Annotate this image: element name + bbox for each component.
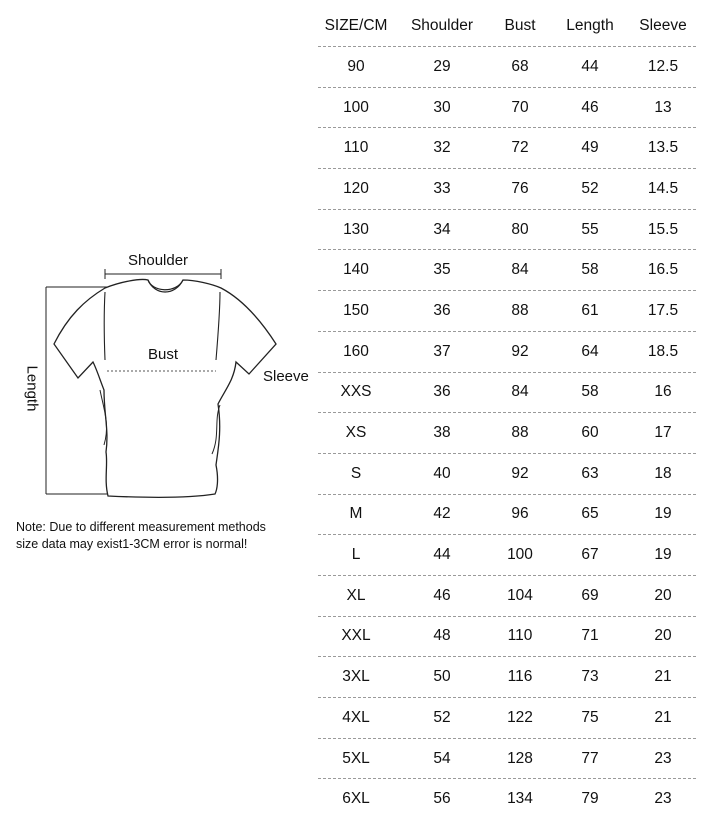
table-row	[318, 373, 696, 414]
table-cell: 56	[433, 790, 451, 808]
table-cell: 134	[507, 790, 533, 808]
table-cell: 20	[654, 586, 672, 604]
table-cell: 16.5	[647, 261, 679, 279]
table-cell: 90	[347, 57, 365, 75]
table-cell: 21	[654, 708, 672, 726]
table-cell: 14.5	[647, 179, 679, 197]
column-header-bust: Bust	[504, 17, 536, 34]
table-cell: 160	[343, 342, 369, 360]
table-cell: 30	[433, 98, 451, 116]
table-cell: 36	[433, 383, 451, 401]
table-row	[318, 535, 696, 576]
table-row	[318, 779, 696, 819]
table-cell: 122	[507, 708, 533, 726]
bust-label: Bust	[148, 346, 179, 363]
table-cell: 104	[507, 586, 533, 604]
table-cell: 46	[581, 98, 599, 116]
table-cell: 19	[654, 505, 672, 523]
table-cell: 96	[511, 505, 529, 523]
shoulder-label: Shoulder	[128, 252, 189, 269]
table-cell: 52	[581, 179, 599, 197]
table-cell: 20	[654, 627, 672, 645]
table-cell: 23	[654, 749, 672, 767]
note-line: size data may exist1-3CM error is normal!	[16, 537, 248, 551]
table-cell: 3XL	[342, 668, 370, 686]
table-cell: 36	[433, 301, 451, 319]
table-row	[318, 169, 696, 210]
column-header-size: SIZE/CM	[324, 17, 388, 34]
size-chart-table	[318, 6, 696, 819]
table-cell: 88	[511, 301, 529, 319]
table-cell: 67	[581, 546, 599, 564]
table-cell: 75	[581, 708, 599, 726]
table-cell: 34	[433, 220, 451, 238]
table-cell: 61	[581, 301, 599, 319]
table-row	[318, 576, 696, 617]
table-cell: 4XL	[342, 708, 370, 726]
table-cell: 38	[433, 424, 451, 442]
table-row	[318, 413, 696, 454]
table-cell: 32	[433, 139, 451, 157]
table-cell: 5XL	[342, 749, 370, 767]
table-cell: 17	[654, 424, 672, 442]
table-row	[318, 128, 696, 169]
table-cell: L	[351, 546, 361, 564]
table-cell: 70	[511, 98, 529, 116]
table-cell: 92	[511, 464, 529, 482]
table-row	[318, 657, 696, 698]
table-cell: 77	[581, 749, 599, 767]
table-cell: 40	[433, 464, 451, 482]
table-cell: 52	[433, 708, 451, 726]
table-cell: 92	[511, 342, 529, 360]
table-row	[318, 698, 696, 739]
table-cell: 18.5	[647, 342, 679, 360]
table-cell: 16	[654, 383, 672, 401]
table-cell: M	[349, 505, 363, 523]
table-cell: 76	[511, 179, 529, 197]
table-row	[318, 739, 696, 780]
table-cell: 140	[343, 261, 369, 279]
table-row	[318, 495, 696, 536]
table-cell: 44	[581, 57, 599, 75]
table-cell: 48	[433, 627, 451, 645]
table-cell: 73	[581, 668, 599, 686]
table-cell: 29	[433, 57, 451, 75]
table-cell: 6XL	[342, 790, 370, 808]
length-label: Length	[23, 365, 41, 412]
table-cell: 84	[511, 383, 529, 401]
table-cell: 150	[343, 301, 369, 319]
table-cell: 68	[511, 57, 529, 75]
table-cell: XXL	[341, 627, 371, 645]
table-cell: 60	[581, 424, 599, 442]
table-cell: 17.5	[647, 301, 679, 319]
table-cell: 13.5	[647, 139, 679, 157]
table-row	[318, 47, 696, 88]
table-cell: 49	[581, 139, 599, 157]
table-cell: 58	[581, 383, 599, 401]
table-cell: 64	[581, 342, 599, 360]
table-cell: 42	[433, 505, 451, 523]
column-header-sleeve: Sleeve	[639, 17, 687, 34]
table-row	[318, 332, 696, 373]
table-header-row	[318, 6, 696, 47]
table-cell: 12.5	[647, 57, 679, 75]
table-cell: 72	[511, 139, 529, 157]
table-cell: 110	[507, 627, 533, 645]
table-cell: 18	[654, 464, 672, 482]
table-cell: 80	[511, 220, 529, 238]
table-cell: 69	[581, 586, 599, 604]
table-row	[318, 88, 696, 129]
table-cell: 44	[433, 546, 451, 564]
table-cell: 15.5	[647, 220, 679, 238]
table-row	[318, 250, 696, 291]
table-cell: 35	[433, 261, 451, 279]
table-cell: 58	[581, 261, 599, 279]
table-cell: S	[350, 464, 362, 482]
table-cell: 55	[581, 220, 599, 238]
table-cell: 100	[507, 546, 533, 564]
table-body	[318, 47, 696, 819]
table-cell: 54	[433, 749, 451, 767]
table-cell: XXS	[340, 383, 372, 401]
tshirt-measurement-diagram	[0, 240, 320, 510]
table-cell: 13	[654, 98, 672, 116]
table-cell: 46	[433, 586, 451, 604]
table-cell: 100	[343, 98, 369, 116]
measurement-note	[16, 519, 316, 553]
table-cell: 37	[433, 342, 451, 360]
table-cell: 110	[343, 139, 369, 157]
table-cell: 33	[433, 179, 451, 197]
table-row	[318, 291, 696, 332]
table-cell: 120	[343, 179, 369, 197]
table-cell: 130	[343, 220, 369, 238]
table-cell: 79	[581, 790, 599, 808]
table-cell: 128	[507, 749, 533, 767]
table-cell: 21	[654, 668, 672, 686]
note-line: Note: Due to different measurement methods	[16, 520, 266, 534]
table-cell: 23	[654, 790, 672, 808]
table-cell: 65	[581, 505, 599, 523]
sleeve-label: Sleeve	[263, 368, 309, 385]
column-header-shoulder: Shoulder	[410, 17, 474, 34]
table-row	[318, 210, 696, 251]
table-cell: 116	[507, 668, 533, 686]
table-cell: XL	[346, 586, 366, 604]
table-row	[318, 454, 696, 495]
table-cell: 84	[511, 261, 529, 279]
column-header-length: Length	[566, 17, 614, 34]
table-cell: 63	[581, 464, 599, 482]
table-cell: 19	[654, 546, 672, 564]
table-cell: 88	[511, 424, 529, 442]
table-cell: 50	[433, 668, 451, 686]
table-cell: XS	[345, 424, 367, 442]
table-cell: 71	[581, 627, 599, 645]
table-row	[318, 617, 696, 658]
